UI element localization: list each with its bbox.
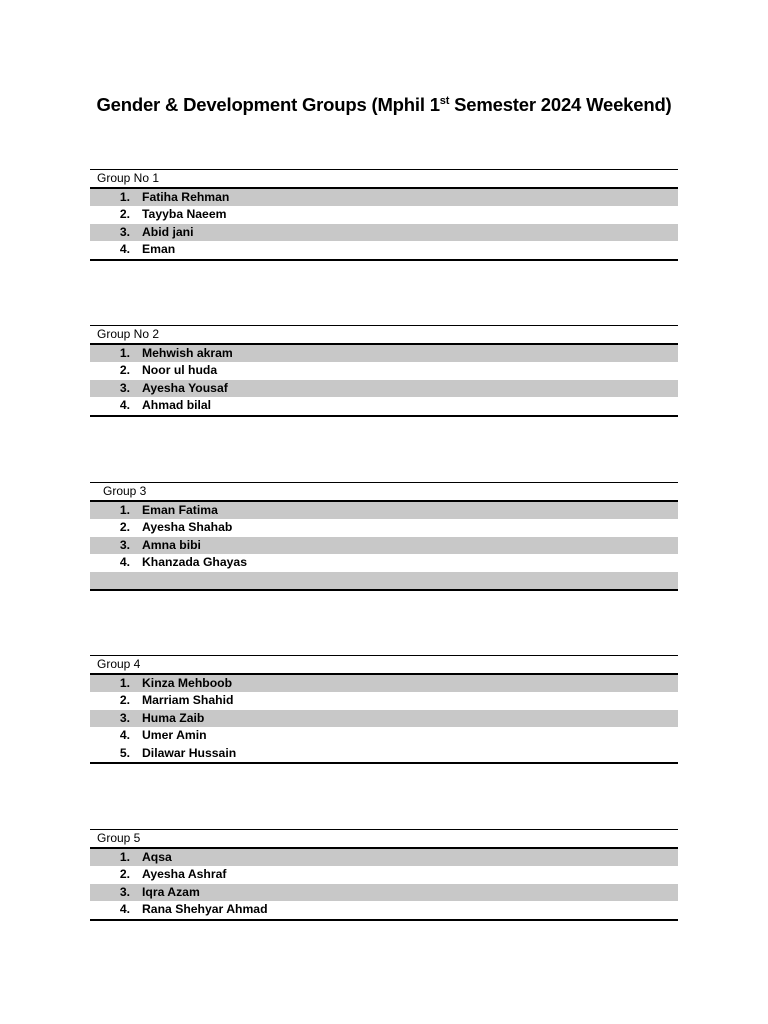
member-name: Huma Zaib (142, 710, 205, 725)
table-row-empty (90, 572, 678, 589)
table-row (90, 345, 678, 362)
member-name: Abid jani (142, 224, 194, 239)
member-name: Marriam Shahid (142, 693, 234, 708)
table-row (90, 502, 678, 519)
member-number: 1. (119, 346, 130, 360)
member-name: Ayesha Yousaf (142, 380, 228, 395)
table-row (90, 849, 678, 866)
title-prefix: Gender & Development Groups (Mphil 1 (96, 94, 440, 115)
member-name: Rana Shehyar Ahmad (142, 902, 268, 917)
member-name: Eman Fatima (142, 503, 218, 517)
page-title (0, 94, 768, 116)
member-number: 3. (119, 380, 130, 395)
member-name: Amna bibi (142, 537, 201, 552)
group-heading: Group No 2 (90, 325, 678, 345)
group-5-table (90, 829, 678, 921)
member-number: 1. (119, 190, 130, 204)
table-row (90, 397, 678, 414)
member-number: 1. (119, 850, 130, 864)
group-1-table (90, 169, 678, 261)
group-heading: Group 5 (90, 829, 678, 849)
member-name: Kinza Mehboob (142, 676, 233, 690)
member-number: 4. (119, 728, 130, 743)
table-row (90, 866, 678, 883)
member-name: Umer Amin (142, 728, 207, 743)
table-row (90, 727, 678, 744)
member-name: Ayesha Shahab (142, 520, 233, 535)
member-name: Mehwish akram (142, 346, 233, 360)
member-number: 2. (119, 520, 130, 535)
title-superscript: st (439, 95, 450, 107)
member-name: Iqra Azam (142, 884, 200, 899)
table-row (90, 224, 678, 241)
group-heading: Group No 1 (90, 169, 678, 189)
member-name: Ayesha Ashraf (142, 867, 227, 882)
table-row (90, 537, 678, 554)
group-heading: Group 4 (90, 655, 678, 675)
table-row (90, 692, 678, 709)
member-number: 1. (119, 503, 130, 517)
member-name: Aqsa (142, 850, 172, 864)
table-row (90, 519, 678, 536)
member-number: 2. (119, 363, 130, 378)
member-number: 2. (119, 693, 130, 708)
group-2-table (90, 325, 678, 417)
member-name: Khanzada Ghayas (142, 555, 247, 570)
member-name: Eman (142, 242, 176, 257)
group-4-table (90, 655, 678, 764)
table-row (90, 189, 678, 206)
member-name: Fatiha Rehman (142, 190, 230, 204)
member-name: Dilawar Hussain (142, 745, 237, 760)
table-row (90, 380, 678, 397)
member-name: Ahmad bilal (142, 398, 212, 413)
member-number: 4. (119, 398, 130, 413)
group-3-table (90, 482, 678, 591)
member-number: 3. (119, 224, 130, 239)
table-row (90, 241, 678, 258)
member-number: 2. (119, 207, 130, 222)
table-row (90, 710, 678, 727)
member-number: 1. (119, 676, 130, 690)
member-number: 4. (119, 555, 130, 570)
member-number: 3. (119, 884, 130, 899)
member-number: 4. (119, 242, 130, 257)
title-suffix: Semester 2024 Weekend) (449, 94, 672, 115)
table-row (90, 554, 678, 571)
table-row (90, 675, 678, 692)
table-row (90, 884, 678, 901)
member-number: 3. (119, 537, 130, 552)
table-row (90, 362, 678, 379)
table-row (90, 206, 678, 223)
table-row (90, 901, 678, 918)
member-number: 4. (119, 902, 130, 917)
member-number: 3. (119, 710, 130, 725)
table-row (90, 745, 678, 762)
member-name: Tayyba Naeem (142, 207, 227, 222)
group-heading: Group 3 (90, 482, 678, 502)
member-name: Noor ul huda (142, 363, 218, 378)
member-number: 2. (119, 867, 130, 882)
member-number: 5. (119, 745, 130, 760)
